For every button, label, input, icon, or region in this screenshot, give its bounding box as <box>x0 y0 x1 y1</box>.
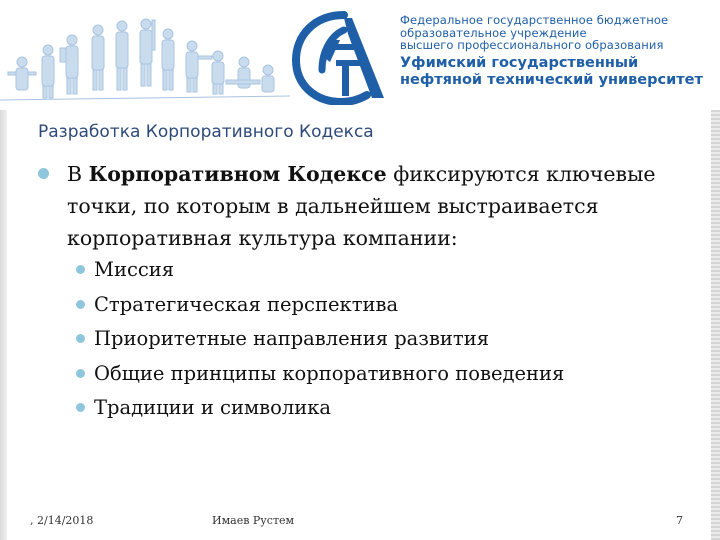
header-line-3: высшего профессионального образования <box>400 38 664 52</box>
right-border <box>711 110 720 540</box>
list-item <box>76 324 696 359</box>
main-bullet <box>40 158 710 254</box>
footer-author: Имаев Рустем <box>212 514 295 527</box>
people-illustration <box>0 0 290 110</box>
list-item-text: Приоритетные направления развития <box>94 327 490 350</box>
footer-date: , 2/14/2018 <box>30 514 94 527</box>
bullet-dot-icon <box>76 403 85 412</box>
university-emblem <box>292 10 392 105</box>
bullet-dot-icon <box>76 334 85 343</box>
list-item-text: Стратегическая перспектива <box>94 292 399 316</box>
list-item-text: Общие принципы корпоративного поведения <box>94 361 565 385</box>
header-banner <box>0 0 720 110</box>
bullet-dot-icon <box>76 265 85 274</box>
list-item-text: Миссия <box>94 258 175 281</box>
bullet-dot-icon <box>76 300 85 309</box>
main-bullet-text <box>67 158 707 254</box>
left-border <box>0 110 7 540</box>
list-item <box>76 393 696 428</box>
header-line-4: Уфимский государственный <box>400 54 639 71</box>
list-item-text: Традиции и символика <box>94 396 332 419</box>
bullet-after: фиксируются ключевые точки, по которым в дальнейшем выстраивается корпоративная культура компании: <box>67 162 656 250</box>
slide-title: Разработка Корпоративного Кодекса <box>38 122 374 142</box>
list-item <box>76 359 696 394</box>
list-item <box>76 290 696 325</box>
header-line-1: Федеральное государственное бюджетное <box>400 13 669 27</box>
bullet-before: В <box>67 162 89 186</box>
page-number: 7 <box>676 514 683 527</box>
header-line-2: образовательное учреждение <box>400 25 587 40</box>
university-name <box>400 14 718 89</box>
sub-bullet-list <box>76 255 696 428</box>
bullet-dot-icon <box>38 168 49 179</box>
list-item <box>76 255 696 290</box>
header-line-5: нефтяной технический университет <box>400 71 703 88</box>
bullet-bold: Корпоративном Кодексе <box>88 162 387 186</box>
bullet-dot-icon <box>76 369 85 378</box>
